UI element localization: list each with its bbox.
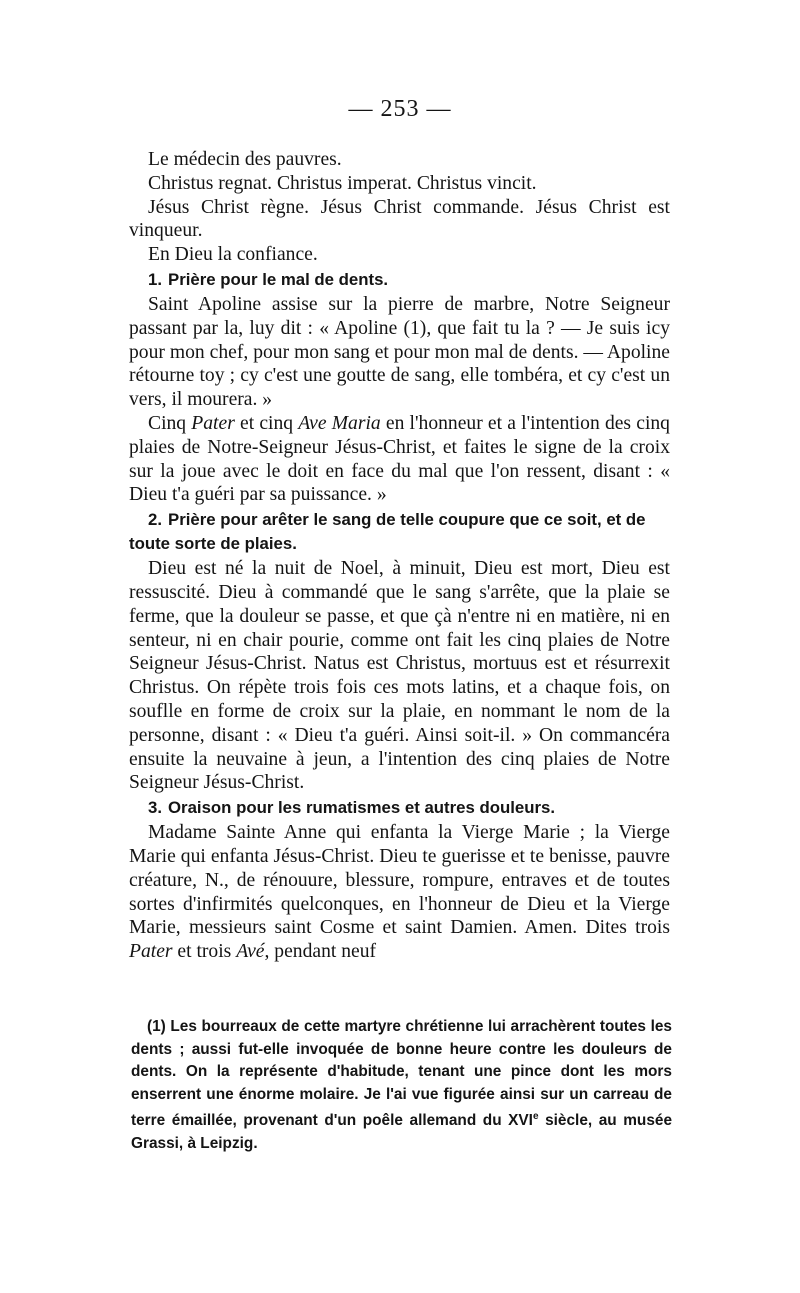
text-run: siècle, au musée Grassi, à Leipzig. [131,1112,673,1152]
section-1-number: 1. [148,269,162,289]
italic-ave: Avé [236,941,265,963]
body-text [129,148,670,964]
intro-line-2: Christus regnat. Christus imperat. Christus vincit. [148,172,537,194]
superscript: e [532,1111,539,1123]
section-1-title: Prière pour le mal de dents. [168,269,389,289]
section-1-paragraph-1: Saint Apoline assise sur la pierre de marbre, Notre Seigneur passant par la, luy dit : « Apoline (1), que fait tu la ? — Je suis icy pour mon chef, pour mon sang et pour mon mal de dents. — Apoline rétourne toy ; cy c'est une goutte de sang, elle tombéra, et cy c'est un vers, il mourera. » [129,293,670,411]
text-run: (1) Les bourreaux de cette martyre chrétienne lui arrachèrent toutes les dents ; aussi fut-elle invoquée de bonne heure contre les douleurs de dents. On la représente d'habitude, tenant une pince dont les mors enserrent une énorme molaire. Je l'ai vue figurée ainsi sur un carreau de terre émaillée, provenant d'un poêle allemand du XVI [131,1018,672,1130]
footnote [131,1016,672,1156]
section-2-heading [129,508,670,556]
text-run: en l'honneur et a l'intention des cinq plaies de Notre-Seigneur Jésus-Christ, et faites le signe de la croix sur la joue avec le doit en face du mal que l'on ressent, disant : « Dieu t'a guéri par sa puissance. » [129,412,670,506]
italic-pater: Pater [129,941,173,963]
intro-line-3: Jésus Christ règne. Jésus Christ commande. Jésus Christ est vinqueur. [129,196,670,242]
section-2-paragraph-1: Dieu est né la nuit de Noel, à minuit, Dieu est mort, Dieu est ressuscité. Dieu à commandé que le sang s'arrête, que la plaie se ferme, que la douleur se passe, et que çà n'entre ni en matière, ni en senteur, ni en chair pourie, comme ont fait les cinq plaies de Notre Seigneur Jésus-Christ. Natus est Christus, mortuus est et résurrexit Christus. On répète trois fois ces mots latins, et a chaque fois, on souflle en forme de croix sur la plaie, en nommant le nom de la personne, disant : « Dieu t'a guéri. Ainsi soit-il. » On commancéra ensuite la neuvaine à jeun, a l'intention des cinq plaies de Notre Seigneur Jésus-Christ. [129,558,670,794]
italic-pater: Pater [191,412,235,434]
section-3-paragraph-1 [129,821,670,964]
text-run: Cinq [148,412,192,434]
section-1-paragraph-2 [129,412,670,507]
intro-line-1: Le médecin des pauvres. [148,149,342,170]
text-run: et trois [172,941,237,963]
text-run: Madame Sainte Anne qui enfanta la Vierge Marie ; la Vierge Marie qui enfanta Jésus-Christ. Dieu te guerisse et te benisse, pauvre créature, N., de rénouure, blessure, rompure, entraves et de toutes sortes d'infirmités quelconques, en l'honneur de Dieu et la Vierge Marie, messieurs saint Cosme et saint Damien. Amen. Dites trois [129,822,670,939]
text-run: , pendant neuf [264,941,377,963]
section-3-number: 3. [148,798,162,818]
text-run: et cinq [234,412,299,434]
section-1-heading [129,268,670,292]
section-2-title: Prière pour arêter le sang de telle coupure que ce soit, et de toute sorte de plaies. [129,510,646,554]
italic-ave-maria: Ave Maria [298,412,381,434]
section-3-heading [129,796,670,820]
section-2-number: 2. [148,510,162,530]
section-3-title: Oraison pour les rumatismes et autres douleurs. [168,798,556,818]
intro-line-4: En Dieu la confiance. [148,244,318,266]
footnote-text [131,1016,672,1156]
page-number: — 253 — [348,96,452,122]
